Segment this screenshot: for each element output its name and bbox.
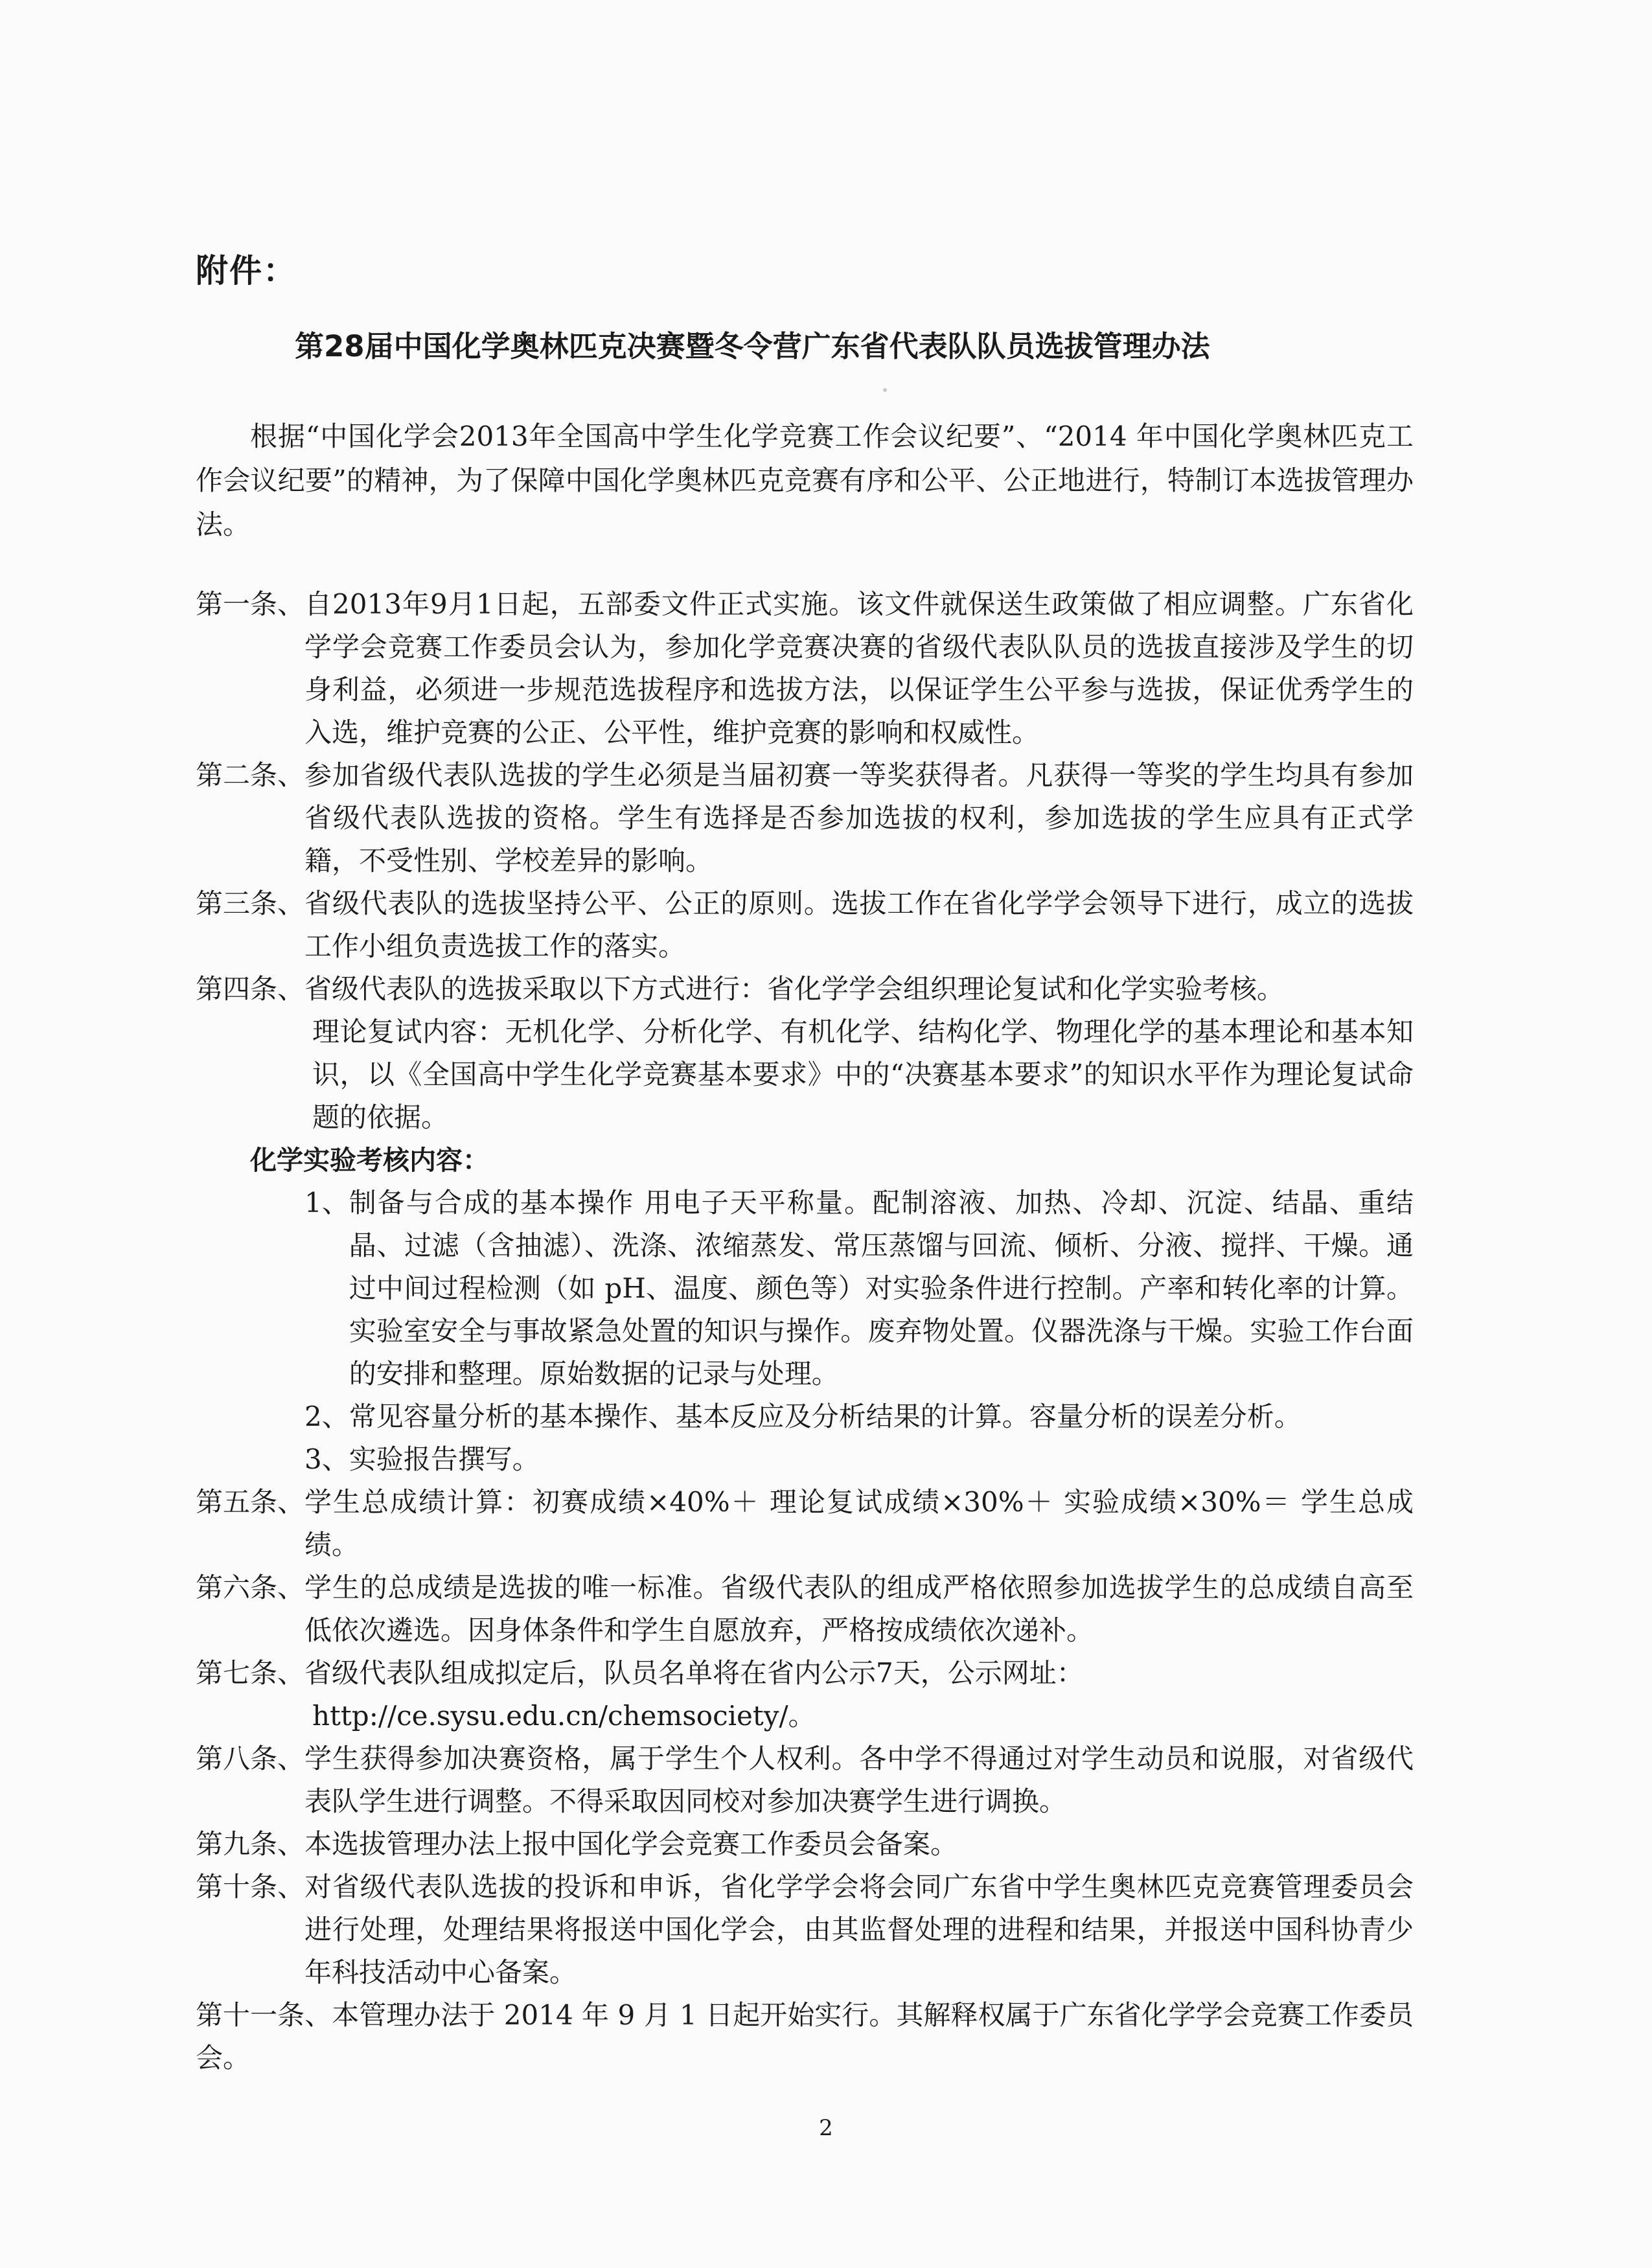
publicity-url[interactable]: http://ce.sysu.edu.cn/chemsociety/。: [312, 1700, 816, 1732]
article-text: 省级代表队的选拔坚持公平、公正的原则。选拔工作在省化学学会领导下进行，成立的选拔工作小组负责选拔工作的落实。: [304, 888, 1414, 962]
experiment-item-1: [304, 1182, 1414, 1395]
article-11: [196, 1994, 1414, 2079]
article-text: 省级代表队组成拟定后，队员名单将在省内公示7天，公示网址：: [304, 1657, 1084, 1689]
article-5: [196, 1481, 1414, 1566]
article-text: 学生总成绩计算：初赛成绩×40%＋ 理论复试成绩×30%＋ 实验成绩×30%＝ 学生总成绩。: [304, 1486, 1414, 1561]
article-number: 第七条、: [196, 1657, 305, 1689]
item-text: 常见容量分析的基本操作、基本反应及分析结果的计算。容量分析的误差分析。: [349, 1401, 1302, 1432]
article-number: 第六条、: [196, 1572, 305, 1603]
experiment-heading: 化学实验考核内容：: [250, 1145, 489, 1176]
article-9: [196, 1823, 1414, 1866]
article-3: [196, 882, 1414, 968]
articles-list: [196, 583, 1414, 2079]
experiment-item-3: [304, 1438, 1414, 1481]
article-text: 本管理办法于 2014 年 9 月 1 日起开始实行。其解释权属于广东省化学学会竞赛工作委员会。: [196, 1999, 1414, 2074]
article-6: [196, 1566, 1414, 1652]
article-4: [196, 968, 1414, 1011]
document-title: 第28届中国化学奥林匹克决赛暨冬令营广东省代表队队员选拔管理办法: [295, 329, 1210, 363]
article-text: 参加省级代表队选拔的学生必须是当届初赛一等奖获得者。凡获得一等奖的学生均具有参加省级代表队选拔的资格。学生有选择是否参加选拔的权利，参加选拔的学生应具有正式学籍，不受性别、学校差异的影响。: [304, 759, 1414, 876]
article-text: 本选拔管理办法上报中国化学会竞赛工作委员会备案。: [304, 1828, 958, 1860]
article-number: 第三条、: [196, 888, 305, 919]
theory-content: 理论复试内容：无机化学、分析化学、有机化学、结构化学、物理化学的基本理论和基本知识，以《全国高中学生化学竞赛基本要求》中的“决赛基本要求”的知识水平作为理论复试命题的依据。: [312, 1016, 1414, 1133]
page-number: 2: [819, 2115, 833, 2141]
article-text: 对省级代表队选拔的投诉和申诉，省化学学会将会同广东省中学生奥林匹克竞赛管理委员会进行处理，处理结果将报送中国化学会，由其监督处理的进程和结果，并报送中国科协青少年科技活动中心备案。: [304, 1871, 1414, 1988]
article-text: 学生获得参加决赛资格，属于学生个人权利。各中学不得通过对学生动员和说服，对省级代表队学生进行调整。不得采取因同校对参加决赛学生进行调换。: [304, 1743, 1414, 1817]
article-number: 第八条、: [196, 1743, 305, 1774]
article-number: 第二条、: [196, 759, 305, 791]
scan-speck: [883, 388, 887, 392]
item-text: 实验报告撰写。: [349, 1443, 540, 1475]
article-2: [196, 754, 1414, 882]
attachment-label: 附件：: [196, 252, 297, 290]
item-number: 1、: [304, 1187, 349, 1219]
item-number: 3、: [304, 1443, 349, 1475]
article-1: [196, 583, 1414, 754]
article-number: 第四条、: [196, 973, 305, 1005]
intro-paragraph: 根据“中国化学会2013年全国高中学生化学竞赛工作会议纪要”、“2014 年中国化学奥林匹克工作会议纪要”的精神，为了保障中国化学奥林匹克竞赛有序和公平、公正地进行，特制订本选拔管理办法。: [196, 420, 1414, 540]
article-7: [196, 1652, 1414, 1695]
article-number: 第十条、: [196, 1871, 305, 1903]
article-text: 学生的总成绩是选拔的唯一标准。省级代表队的组成严格依照参加选拔学生的总成绩自高至低依次遴选。因身体条件和学生自愿放弃，严格按成绩依次递补。: [304, 1572, 1414, 1646]
experiment-item-2: [304, 1395, 1414, 1438]
item-text: 制备与合成的基本操作 用电子天平称量。配制溶液、加热、冷却、沉淀、结晶、重结晶、过滤（含抽滤）、洗涤、浓缩蒸发、常压蒸馏与回流、倾析、分液、搅拌、干燥。通过中间过程检测（如 pH、温度、颜色等）对实验条件进行控制。产率和转化率的计算。实验室安全与事故紧急处置的知识与操作。废弃物处置。仪器洗涤与干燥。实验工作台面的安排和整理。原始数据的记录与处理。: [349, 1187, 1414, 1390]
article-number: 第五条、: [196, 1486, 305, 1518]
article-number: 第九条、: [196, 1828, 305, 1860]
article-8: [196, 1737, 1414, 1823]
article-text: 省级代表队的选拔采取以下方式进行：省化学学会组织理论复试和化学实验考核。: [304, 973, 1285, 1005]
article-number: 第一条、: [196, 588, 305, 620]
item-number: 2、: [304, 1401, 349, 1432]
article-text: 自2013年9月1日起，五部委文件正式实施。该文件就保送生政策做了相应调整。广东省化学学会竞赛工作委员会认为，参加化学竞赛决赛的省级代表队队员的选拔直接涉及学生的切身利益，必须进一步规范选拔程序和选拔方法，以保证学生公平参与选拔，保证优秀学生的入选，维护竞赛的公正、公平性，维护竞赛的影响和权威性。: [304, 588, 1414, 748]
article-number: 第十一条、: [196, 1999, 332, 2031]
article-10: [196, 1866, 1414, 1994]
